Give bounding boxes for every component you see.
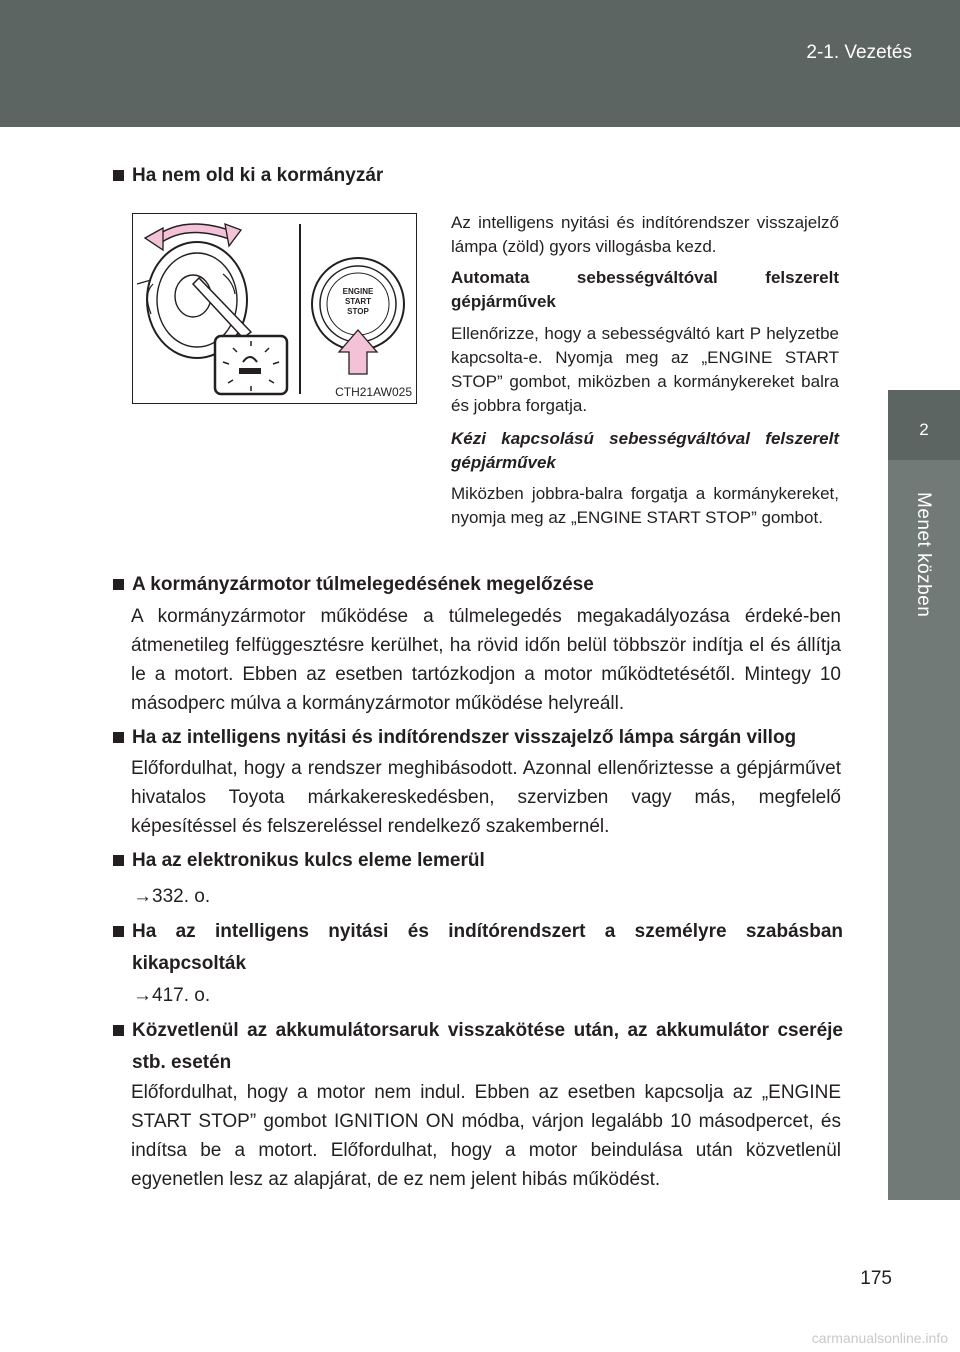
figure-code: CTH21AW025 xyxy=(335,385,412,399)
section-body: Előfordulhat, hogy a motor nem indul. Ebben az esetben kapcsolja az „ENGINE START STOP” gombot IGNITION ON módba, várjon legalább 10 másodpercet, és indítsa be a motort. Előfordulhat, hogy a motor beindulása után közvetlenül egyenetlen lesz az alapjárat, de ez nem jelent hibás működést. xyxy=(131,1082,841,1190)
auto-body: Ellenőrizze, hogy a sebességváltó kart P helyzetbe kapcsolta-e. Nyomja meg az „ENGINE START STOP” gombot, miközben a kormánykereket balra és jobbra forgatja. xyxy=(451,324,839,415)
section-title: 2-1. Vezetés xyxy=(806,42,912,63)
section-heading: Ha nem old ki a kormányzár xyxy=(113,160,383,192)
bullet-square-icon xyxy=(113,579,124,590)
bullet-square-icon xyxy=(113,926,124,937)
section-heading: Ha az intelligens nyitási és indítórendszert a személyre szabásban kikapcsolták xyxy=(113,916,843,980)
section-heading: Közvetlenül az akkumulátorsaruk visszakötése után, az akkumulátor cseréje stb. esetén xyxy=(113,1015,843,1079)
chapter-label-tab xyxy=(888,460,960,1200)
bullet-square-icon xyxy=(113,732,124,743)
chapter-number-tab: 2 xyxy=(888,390,960,460)
button-line-3: STOP xyxy=(347,307,369,316)
auto-heading: Automata sebességváltóval felszerelt gépjárművek xyxy=(451,268,839,311)
header-bar xyxy=(0,0,960,127)
page-number: 175 xyxy=(860,1268,892,1289)
intro-text: Az intelligens nyitási és indítórendszer visszajelző lámpa (zöld) gyors villogásba kezd. xyxy=(451,213,839,256)
manual-body: Miközben jobbra-balra forgatja a kormánykereket, nyomja meg az „ENGINE START STOP” gombot. xyxy=(451,484,839,527)
section-heading: Ha az intelligens nyitási és indítórendszer visszajelző lámpa sárgán villog xyxy=(113,722,796,754)
section-body: Előfordulhat, hogy a rendszer meghibásodott. Azonnal ellenőriztesse a gépjárművet hivatalos Toyota márkakereskedésben, szervizben vagy más, megfelelő képesítéssel és felszereléssel rendelkező szakembernél. xyxy=(131,758,841,837)
steering-lock-figure xyxy=(132,213,417,404)
bullet-square-icon xyxy=(113,170,124,181)
page-reference[interactable]: →332. o. xyxy=(133,886,211,907)
section-heading: A kormányzármotor túlmelegedésének megelőzése xyxy=(113,569,594,601)
watermark: carmanualsonline.info xyxy=(811,1330,948,1346)
page-reference[interactable]: →417. o. xyxy=(133,985,211,1006)
chapter-label: Menet közben xyxy=(913,492,934,618)
button-line-1: ENGINE xyxy=(342,287,374,296)
steering-wheel-illustration xyxy=(133,214,416,403)
manual-heading: Kézi kapcsolású sebességváltóval felszerelt gépjárművek xyxy=(451,429,839,472)
bullet-square-icon xyxy=(113,855,124,866)
bullet-square-icon xyxy=(113,1025,124,1036)
section-heading: Ha az elektronikus kulcs eleme lemerül xyxy=(113,845,485,877)
button-line-2: START xyxy=(344,297,372,306)
section-body: A kormányzármotor működése a túlmelegedés megakadályozása érdeké-ben átmenetileg felfüggesztésre kerülhet, ha rövid időn belül többször indítja el és állítja le a motort. Ebben az esetben tartózkodjon a motor működtetésétől. Mintegy 10 másodperc múlva a kormányzármotor működése helyreáll. xyxy=(131,606,841,714)
